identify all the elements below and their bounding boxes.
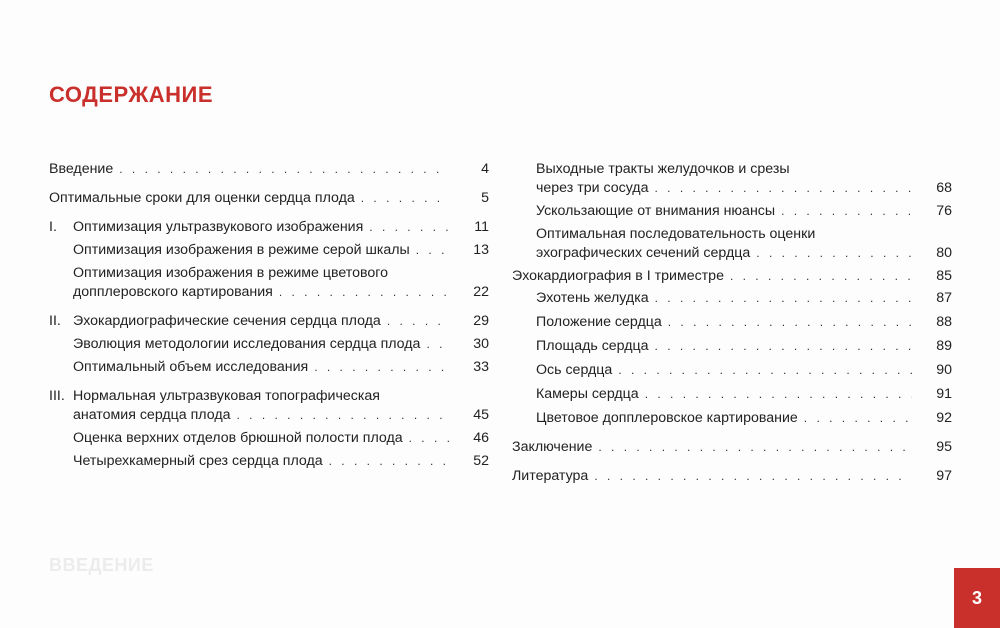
toc-entry-page: 33 (473, 359, 489, 375)
toc-entry[interactable] (49, 335, 489, 354)
toc-entry-label: через три сосуда (536, 180, 649, 196)
toc-entry[interactable] (512, 160, 952, 198)
toc-entry-page: 4 (481, 161, 489, 177)
toc-entry[interactable] (512, 225, 952, 263)
toc-entry-page: 88 (936, 314, 952, 330)
toc-entry-label: Оценка верхних отделов брюшной полости плода (73, 430, 403, 446)
leader-dots (369, 218, 449, 237)
toc-entry-label-line1: Нормальная ультразвуковая топографическая (73, 388, 380, 404)
toc-entry-label: Площадь сердца (536, 338, 649, 354)
toc-entry[interactable] (49, 358, 489, 377)
leader-dots (416, 241, 449, 260)
toc-entry-page: 85 (936, 268, 952, 284)
toc-entry-label: Четырехкамерный срез сердца плода (73, 453, 323, 469)
toc-entry[interactable] (512, 385, 952, 404)
toc-entry-label: Эволюция методологии исследования сердца плода (73, 336, 421, 352)
section-number: II. (49, 313, 61, 329)
toc-entry[interactable] (512, 202, 952, 221)
toc-entry-page: 68 (936, 180, 952, 196)
toc-entry-page: 80 (936, 245, 952, 261)
toc-entry-page: 45 (473, 407, 489, 423)
toc-entry-label: Оптимизация изображения в режиме серой шкалы (73, 242, 410, 258)
faint-heading: ВВЕДЕНИЕ (49, 555, 154, 575)
toc-entry-page: 13 (473, 242, 489, 258)
toc-entry-label: Эхотень желудка (536, 290, 649, 306)
leader-dots (598, 438, 912, 457)
toc-entry-label: анатомия сердца плода (73, 407, 231, 423)
toc-entry[interactable] (49, 241, 489, 260)
toc-entry[interactable] (512, 361, 952, 380)
toc-entry-page: 22 (473, 284, 489, 300)
leader-dots (804, 409, 912, 428)
toc-entry-label: эхографических сечений сердца (536, 245, 751, 261)
section-number: I. (49, 219, 57, 235)
toc-entry-label: Ось сердца (536, 362, 613, 378)
leader-dots (668, 313, 912, 332)
toc-entry-label-line1: Оптимизация изображения в режиме цветового (73, 265, 388, 281)
toc-entry-label: Камеры сердца (536, 386, 639, 402)
toc-entry-page: 11 (474, 219, 489, 235)
toc-entry-page: 5 (481, 190, 489, 206)
page-number-badge: 3 (954, 568, 1000, 628)
toc-entry-page: 89 (936, 338, 952, 354)
toc-entry-page: 29 (473, 313, 489, 329)
leader-dots (426, 335, 449, 354)
toc-entry[interactable] (512, 438, 952, 457)
toc-entry[interactable] (49, 387, 489, 425)
toc-left-column (49, 160, 489, 469)
toc-entry[interactable] (512, 313, 952, 332)
toc-entry-page: 92 (936, 410, 952, 426)
toc-entry-label: Положение сердца (536, 314, 662, 330)
toc-entry-label: Введение (49, 161, 114, 177)
toc-entry-label: Цветовое допплеровское картирование (536, 410, 798, 426)
toc-entry[interactable] (512, 467, 952, 486)
toc-entry-label: Оптимальный объем исследования (73, 359, 309, 375)
toc-entry[interactable] (512, 337, 952, 356)
toc-entry-label: Оптимизация ультразвукового изображения (73, 219, 364, 235)
leader-dots (730, 267, 912, 286)
toc-entry[interactable] (49, 452, 489, 471)
toc-entry[interactable] (512, 289, 952, 308)
toc-entry-page: 52 (473, 453, 489, 469)
toc-entry-page: 30 (473, 336, 489, 352)
toc-entry[interactable] (49, 312, 489, 331)
leader-dots (361, 189, 449, 208)
toc-entry-label: Эхокардиография в I триместре (512, 268, 724, 284)
toc-entry-page: 91 (936, 386, 952, 402)
leader-dots (409, 429, 449, 448)
toc-entry-label: Литература (512, 468, 589, 484)
toc-entry-label-line1: Оптимальная последовательность оценки (536, 226, 816, 242)
toc-entry-page: 46 (473, 430, 489, 446)
toc-entry[interactable] (512, 267, 952, 286)
leader-dots (654, 179, 912, 198)
toc-entry-page: 87 (936, 290, 952, 306)
toc-entry-page: 90 (936, 362, 952, 378)
toc-entry-label: Ускользающие от внимания нюансы (536, 203, 776, 219)
leader-dots (119, 160, 449, 179)
leader-dots (645, 385, 912, 404)
leader-dots (655, 337, 912, 356)
toc-entry[interactable] (49, 429, 489, 448)
leader-dots (279, 283, 449, 302)
toc-entry-page: 76 (936, 203, 952, 219)
toc-entry[interactable] (49, 218, 489, 237)
toc-entry-page: 97 (936, 468, 952, 484)
leader-dots (237, 406, 450, 425)
leader-dots (655, 289, 912, 308)
toc-entry-label: допплеровского картирования (73, 284, 273, 300)
leader-dots (387, 312, 449, 331)
section-number: III. (49, 388, 65, 404)
toc-right-column (512, 160, 952, 484)
toc-entry[interactable] (512, 409, 952, 428)
toc-entry[interactable] (49, 160, 489, 179)
leader-dots (781, 202, 912, 221)
toc-entry[interactable] (49, 264, 489, 302)
page-title: СОДЕРЖАНИЕ (49, 82, 214, 107)
leader-dots (618, 361, 912, 380)
toc-entry-page: 95 (936, 439, 952, 455)
leader-dots (594, 467, 912, 486)
leader-dots (314, 358, 449, 377)
toc-entry-label: Эхокардиографические сечения сердца плода (73, 313, 381, 329)
leader-dots (329, 452, 449, 471)
toc-entry-label: Заключение (512, 439, 593, 455)
toc-entry-label: Оптимальные сроки для оценки сердца плода (49, 190, 355, 206)
toc-entry[interactable] (49, 189, 489, 208)
toc-entry-label-line1: Выходные тракты желудочков и срезы (536, 161, 790, 177)
leader-dots (756, 244, 912, 263)
